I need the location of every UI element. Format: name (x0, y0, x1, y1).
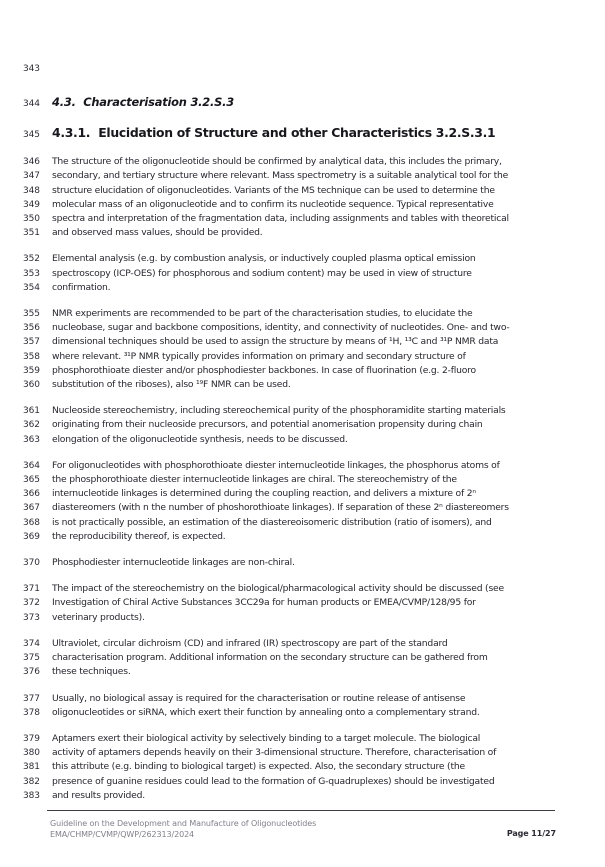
line-text: nucleobase, sugar and backbone compositions, identity, and connectivity of nucleotides. One- and two- (52, 322, 510, 334)
line-text: this attribute (e.g. binding to biological target) is expected. Also, the secondary structure (the (52, 761, 465, 773)
text-line (0, 350, 605, 364)
paragraph (0, 582, 605, 625)
line-number: 364 (23, 460, 40, 471)
footer-guideline-title: Guideline on the Development and Manufacture of Oligonucleotides (50, 819, 317, 828)
line-number: 344 (23, 99, 40, 110)
line-number: 360 (23, 380, 40, 391)
line-number: 377 (23, 693, 40, 704)
line-text: molecular mass of an oligonucleotide and to confirm its nucleotide sequence. Typical representative (52, 198, 494, 210)
line-text: Aptamers exert their biological activity by selectively binding to a target molecule. The biological (52, 732, 481, 744)
line-text: spectroscopy (ICP-OES) for phosphorous and sodium content) may be used in view of structure (52, 267, 472, 279)
line-number: 353 (23, 268, 40, 279)
text-line (0, 226, 605, 240)
text-line (0, 95, 605, 112)
text-line (0, 596, 605, 610)
line-number: 379 (23, 733, 40, 744)
text-line (0, 473, 605, 487)
text-line (0, 252, 605, 266)
text-line (0, 433, 605, 447)
line-text: Investigation of Chiral Active Substances 3CC29a for human products or EMEA/CVMP/128/95 for (52, 597, 476, 609)
text-line (0, 418, 605, 432)
line-number: 383 (23, 790, 40, 801)
text-line (0, 516, 605, 530)
line-text: presence of guanine residues could lead to the formation of G-quadruplexes) should be investigated (52, 775, 495, 787)
line-text: diastereomers (with n the number of phoshorothioate linkages). If separation of these 2ⁿ diastereomers (52, 502, 509, 514)
text-line (0, 62, 605, 76)
line-number: 347 (23, 171, 40, 182)
text-line (0, 760, 605, 774)
line-text: where relevant. ³¹P NMR typically provides information on primary and secondary structure of (52, 350, 466, 362)
footer-divider (47, 810, 555, 811)
text-line (0, 746, 605, 760)
text-line (0, 692, 605, 706)
line-number: 356 (23, 323, 40, 334)
line-text: veterinary products). (52, 611, 145, 623)
line-number: 372 (23, 598, 40, 609)
text-line (0, 732, 605, 746)
footer-reference-number: EMA/CHMP/CVMP/QWP/262313/2024 (50, 830, 195, 839)
line-text: The impact of the stereochemistry on the biological/pharmacological activity should be discussed (see (52, 583, 504, 595)
line-number: 374 (23, 638, 40, 649)
line-number: 375 (23, 653, 40, 664)
blank-line (0, 62, 605, 76)
text-line (0, 651, 605, 665)
text-line (0, 530, 605, 544)
line-text: structure elucidation of oligonucleotides. Variants of the MS technique can be used to determine the (52, 184, 495, 196)
line-number: 361 (23, 406, 40, 417)
line-text: secondary, and tertiary structure where relevant. Mass spectrometry is a suitable analytical tool for the (52, 170, 509, 182)
line-text: and results provided. (52, 789, 145, 801)
line-text: dimensional techniques should be used to assign the structure by means of ¹H, ¹³C and ³¹P NMR data (52, 336, 499, 348)
text-line (0, 789, 605, 803)
text-line (0, 501, 605, 515)
paragraph (0, 155, 605, 240)
line-text: these techniques. (52, 666, 131, 678)
line-number: 366 (23, 489, 40, 500)
line-number: 369 (23, 531, 40, 542)
line-number: 358 (23, 351, 40, 362)
line-text: internucleotide linkages is determined during the coupling reaction, and delivers a mixture of 2ⁿ (52, 488, 476, 500)
text-line (0, 556, 605, 570)
text-line (0, 582, 605, 596)
line-number: 345 (23, 130, 40, 141)
line-text: 4.3.1. Elucidation of Structure and other Characteristics 3.2.S.3.1 (52, 125, 496, 141)
line-text: oligonucleotides or siRNA, which exert their function by annealing onto a complementary strand. (52, 706, 480, 718)
line-number: 381 (23, 762, 40, 773)
section-heading (0, 95, 605, 112)
line-text: the phosphorothioate diester internucleotide linkages are chiral. The stereochemistry of the (52, 474, 457, 486)
line-text: The structure of the oligonucleotide should be confirmed by analytical data, this includes the primary, (52, 156, 502, 168)
line-text: 4.3. Characterisation 3.2.S.3 (52, 95, 235, 110)
page-number: Page 11/27 (506, 829, 556, 838)
line-text: substitution of the riboses), also ¹⁹F NMR can be used. (52, 379, 291, 391)
text-line (0, 155, 605, 169)
text-line (0, 611, 605, 625)
text-line (0, 169, 605, 183)
text-line (0, 706, 605, 720)
line-number: 370 (23, 558, 40, 569)
line-text: spectra and interpretation of the fragmentation data, including assignments and tables with theoretical (52, 213, 509, 225)
line-text: phosphorothioate diester and/or phosphodiester backbones. In case of fluorination (e.g. 2-fluoro (52, 364, 476, 376)
line-number: 350 (23, 214, 40, 225)
text-line (0, 404, 605, 418)
line-number: 359 (23, 365, 40, 376)
paragraph (0, 459, 605, 544)
document-lines (0, 62, 605, 815)
line-number: 354 (23, 282, 40, 293)
line-number: 362 (23, 420, 40, 431)
line-text: originating from their nucleoside precursors, and potential anomerisation propensity during chain (52, 419, 483, 431)
text-line (0, 198, 605, 212)
line-text: For oligonucleotides with phosphorothioate diester internucleotide linkages, the phosphorus atoms of (52, 459, 500, 471)
line-number: 378 (23, 707, 40, 718)
text-line (0, 665, 605, 679)
text-line (0, 637, 605, 651)
text-line (0, 321, 605, 335)
line-text: confirmation. (52, 281, 111, 293)
line-text: Phosphodiester internucleotide linkages are non-chiral. (52, 557, 295, 569)
line-number: 343 (23, 64, 40, 74)
text-line (0, 378, 605, 392)
line-text: Ultraviolet, circular dichroism (CD) and infrared (IR) spectroscopy are part of the standard (52, 637, 448, 649)
subsection-heading (0, 125, 605, 143)
line-number: 367 (23, 503, 40, 514)
line-number: 368 (23, 517, 40, 528)
text-line (0, 267, 605, 281)
paragraph (0, 556, 605, 570)
text-line (0, 459, 605, 473)
line-number: 365 (23, 475, 40, 486)
text-line (0, 364, 605, 378)
text-line (0, 184, 605, 198)
line-number: 371 (23, 584, 40, 595)
line-text: Usually, no biological assay is required for the characterisation or routine release of antisense (52, 692, 466, 704)
line-number: 352 (23, 254, 40, 265)
text-line (0, 281, 605, 295)
line-number: 380 (23, 748, 40, 759)
line-number: 349 (23, 199, 40, 210)
footer-document-info (50, 818, 316, 840)
text-line (0, 125, 605, 143)
line-number: 346 (23, 157, 40, 168)
line-text: Nucleoside stereochemistry, including stereochemical purity of the phosphoramidite starting materials (52, 405, 506, 417)
line-text: and observed mass values, should be provided. (52, 227, 263, 239)
text-line (0, 487, 605, 501)
line-number: 355 (23, 309, 40, 320)
paragraph (0, 404, 605, 447)
line-number: 382 (23, 776, 40, 787)
paragraph (0, 732, 605, 803)
paragraph (0, 637, 605, 680)
line-text: the reproducibility thereof, is expected. (52, 530, 226, 542)
line-number: 351 (23, 228, 40, 239)
line-text: characterisation program. Additional information on the secondary structure can be gathered from (52, 652, 488, 664)
text-line (0, 335, 605, 349)
line-number: 348 (23, 185, 40, 196)
paragraph (0, 252, 605, 295)
paragraph (0, 307, 605, 392)
text-line (0, 775, 605, 789)
text-line (0, 307, 605, 321)
paragraph (0, 692, 605, 720)
line-number: 376 (23, 667, 40, 678)
line-text: is not practically possible, an estimation of the diastereoisomeric distribution (ratio of isomers), and (52, 516, 492, 528)
line-number: 363 (23, 434, 40, 445)
line-text: activity of aptamers depends heavily on their 3-dimensional structure. Therefore, characterisation of (52, 747, 497, 759)
text-line (0, 212, 605, 226)
line-number: 373 (23, 612, 40, 623)
line-text: Elemental analysis (e.g. by combustion analysis, or inductively coupled plasma optical emission (52, 253, 476, 265)
line-number: 357 (23, 337, 40, 348)
line-text: elongation of the oligonucleotide synthesis, needs to be discussed. (52, 433, 348, 445)
line-text: NMR experiments are recommended to be part of the characterisation studies, to elucidate the (52, 308, 473, 320)
